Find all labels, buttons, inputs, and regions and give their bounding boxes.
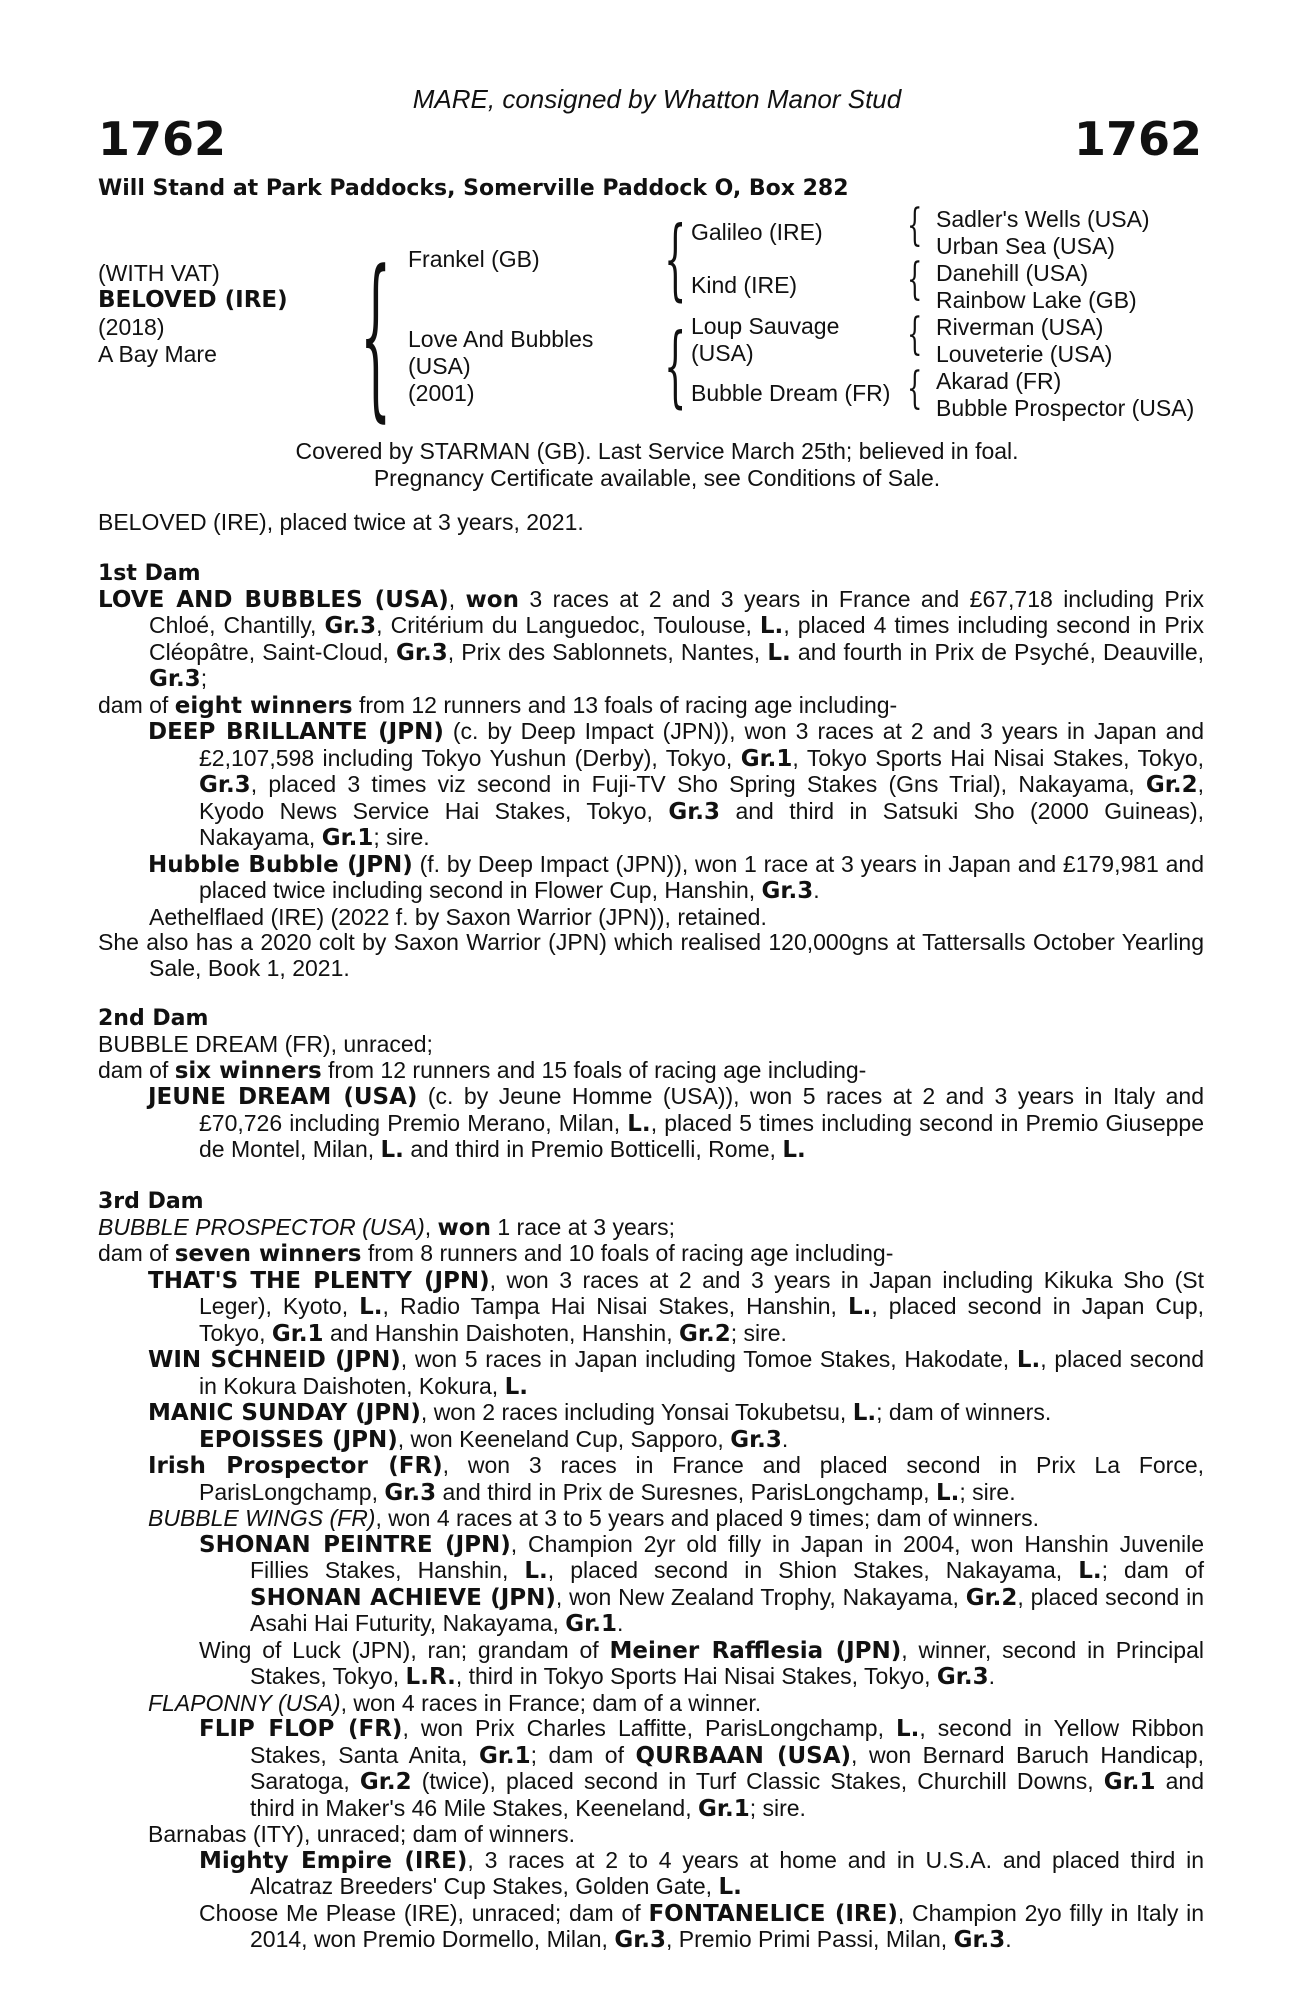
first-dam-record: LOVE AND BUBBLES (USA), won 3 races at 2 and 3 years in France and £67,718 including Prix Chloé, Chantilly, Gr.3, Critérium du Languedoc, Toulouse, L., placed 4 times including second in Prix Cléopâtre, Saint-Cloud, Gr.3, Prix des Sablonnets, Nantes, L. and fourth in Prix de Psyché, Deauville, Gr.3; [98, 585, 1205, 692]
first-dam-produce: dam of eight winners from 12 runners and 13 foals of racing age including- [98, 691, 898, 719]
manic-sunday-entry: MANIC SUNDAY (JPN), won 2 races including Yonsai Tokubetsu, L.; dam of winners. [148, 1399, 1052, 1426]
cover-line1: Covered by STARMAN (GB). Last Service March 25th; believed in foal. [295, 438, 1019, 464]
brace-sd: { [907, 254, 923, 305]
saxon-warrior-colt-note: She also has a 2020 colt by Saxon Warrior (JPN) which realised 120,000gns at Tattersalls October Yearling Sale, Book 1, 2021. [98, 929, 1204, 981]
second-dam-heading: 2nd Dam [98, 1006, 209, 1031]
dam-line3: (2001) [408, 380, 475, 406]
dam-dam-sire: Akarad (FR) [936, 368, 1062, 394]
lot-number-right: 1762 [1073, 112, 1202, 166]
dam-line1: Love And Bubbles [408, 326, 594, 352]
brace-sire: { [664, 207, 687, 310]
shonan-peintre-entry: SHONAN PEINTRE (JPN), Champion 2yr old filly in Japan in 2004, won Hanshin Juvenile Fillies Stakes, Hanshin, L., placed second in Shion Stakes, Nakayama, L.; dam of SHONAN ACHIEVE (JPN), won New Zealand Trophy, Nakayama, Gr.2, placed second in Asahi Hai Futurity, Nakayama, Gr.1. [199, 1530, 1205, 1637]
horse-name: BELOVED (IRE) [98, 287, 288, 313]
mighty-empire-entry: Mighty Empire (IRE), 3 races at 2 to 4 years at home and in U.S.A. and placed third in Alcatraz Breeders' Cup Stakes, Golden Gate, L. [199, 1846, 1204, 1900]
epoisses-entry: EPOISSES (JPN), won Keeneland Cup, Sapporo, Gr.3. [199, 1425, 789, 1453]
hubble-bubble-entry: Hubble Bubble (JPN) (f. by Deep Impact (JPN)), won 1 race at 3 years in Japan and £179,981 and placed twice including second in Flower Cup, Hanshin, Gr.3. [148, 850, 1204, 904]
sire-dam-dam: Rainbow Lake (GB) [936, 287, 1137, 313]
third-dam-produce: dam of seven winners from 8 runners and 10 foals of racing age including- [98, 1240, 894, 1267]
sire-dam: Kind (IRE) [691, 272, 798, 298]
dam-line2: (USA) [408, 353, 471, 379]
choose-me-please-entry: Choose Me Please (IRE), unraced; dam of FONTANELICE (IRE), Champion 2yo filly in Italy in 2014, won Premio Dormello, Milan, Gr.3, Premio Primi Passi, Milan, Gr.3. [199, 1899, 1205, 1953]
produce-record [98, 510, 1204, 1954]
summary-line: BELOVED (IRE), placed twice at 3 years, 2021. [98, 509, 584, 535]
flaponny-entry: FLAPONNY (USA), won 4 races in France; dam of a winner. [148, 1689, 762, 1716]
dam-sire-sire: Riverman (USA) [936, 314, 1104, 340]
first-dam-heading: 1st Dam [98, 560, 201, 586]
brace-gen1: { [360, 233, 392, 438]
aethelflaed-entry: Aethelflaed (IRE) (2022 f. by Saxon Warrior (JPN)), retained. [149, 903, 767, 930]
dam-dam: Bubble Dream (FR) [691, 380, 891, 406]
third-dam-record: BUBBLE PROSPECTOR (USA), won 1 race at 3 years; [98, 1213, 676, 1241]
lot-number-left: 1762 [98, 112, 227, 166]
sire-sire-sire: Sadler's Wells (USA) [936, 206, 1150, 232]
vat-note: (WITH VAT) [98, 260, 220, 286]
dam-sire-line2: (USA) [691, 340, 754, 366]
brace-dam: { [664, 314, 687, 417]
second-dam-produce: dam of six winners from 12 runners and 15 foals of racing age including- [98, 1056, 867, 1084]
brace-ds: { [907, 309, 923, 360]
sire-sire-dam: Urban Sea (USA) [936, 233, 1115, 259]
stand-location: Will Stand at Park Paddocks, Somerville Paddock O, Box 282 [98, 176, 849, 201]
deep-brillante-entry: DEEP BRILLANTE (JPN) (c. by Deep Impact (JPN)), won 3 races at 2 and 3 years in Japan and £2,107,598 including Tokyo Yushun (Derby), Tokyo, Gr.1, Tokyo Sports Hai Nisai Stakes, Tokyo, Gr.3, placed 3 times viz second in Fuji-TV Sho Spring Stakes (Gns Trial), Nakayama, Gr.2, Kyodo News Service Hai Stakes, Tokyo, Gr.3 and third in Satsuki Sho (2000 Guineas), Nakayama, Gr.1; sire. [148, 718, 1205, 851]
horse-description: A Bay Mare [98, 341, 217, 367]
barnabas-entry: Barnabas (ITY), unraced; dam of winners. [148, 1821, 575, 1847]
brace-dd: { [907, 363, 923, 414]
second-dam-record: BUBBLE DREAM (FR), unraced; [98, 1031, 433, 1057]
flip-flop-entry: FLIP FLOP (FR), won Prix Charles Laffitte, ParisLongchamp, L., second in Yellow Ribbon Stakes, Santa Anita, Gr.1; dam of QURBAAN (USA), won Bernard Baruch Handicap, Saratoga, Gr.2 (twice), placed second in Turf Classic Stakes, Churchill Downs, Gr.1 and third in Maker's 46 Mile Stakes, Keeneland, Gr.1; sire. [199, 1715, 1205, 1822]
wing-of-luck-entry: Wing of Luck (JPN), ran; grandam of Meiner Rafflesia (JPN), winner, second in Principal Stakes, Tokyo, L.R., third in Tokyo Sports Hai Nisai Stakes, Tokyo, Gr.3. [199, 1636, 1204, 1690]
sire-dam-sire: Danehill (USA) [936, 260, 1089, 286]
irish-prospector-entry: Irish Prospector (FR), won 3 races in France and placed second in Prix La Force, ParisLongchamp, Gr.3 and third in Prix de Suresnes, ParisLongchamp, L.; sire. [148, 1452, 1205, 1506]
consignor-line: MARE, consigned by Whatton Manor Stud [412, 84, 902, 114]
dam-sire-line1: Loup Sauvage [691, 313, 840, 339]
bubble-wings-entry: BUBBLE WINGS (FR), won 4 races at 3 to 5 years and placed 9 times; dam of winners. [148, 1505, 1039, 1531]
thats-the-plenty-entry: THAT'S THE PLENTY (JPN), won 3 races at 2 and 3 years in Japan including Kikuka Sho (St Leger), Kyoto, L., Radio Tampa Hai Nisai Stakes, Hanshin, L., placed second in Japan Cup, Tokyo, Gr.1 and Hanshin Daishoten, Hanshin, Gr.2; sire. [148, 1266, 1205, 1347]
dam-sire-dam: Louveterie (USA) [936, 341, 1113, 367]
cover-line2: Pregnancy Certificate available, see Conditions of Sale. [373, 465, 941, 491]
sire: Frankel (GB) [408, 246, 540, 272]
third-dam-heading: 3rd Dam [98, 1188, 204, 1214]
brace-ss: { [907, 200, 923, 251]
win-schneid-entry: WIN SCHNEID (JPN), won 5 races in Japan including Tomoe Stakes, Hakodate, L., placed second in Kokura Daishoten, Kokura, L. [148, 1346, 1204, 1400]
horse-year: (2018) [98, 314, 165, 340]
jeune-dream-entry: JEUNE DREAM (USA) (c. by Jeune Homme (USA)), won 5 races at 2 and 3 years in Italy and £70,726 including Premio Merano, Milan, L., placed 5 times including second in Premio Giuseppe de Montel, Milan, L. and third in Premio Botticelli, Rome, L. [148, 1083, 1204, 1163]
sire-sire: Galileo (IRE) [691, 219, 823, 245]
dam-dam-dam: Bubble Prospector (USA) [936, 395, 1195, 421]
